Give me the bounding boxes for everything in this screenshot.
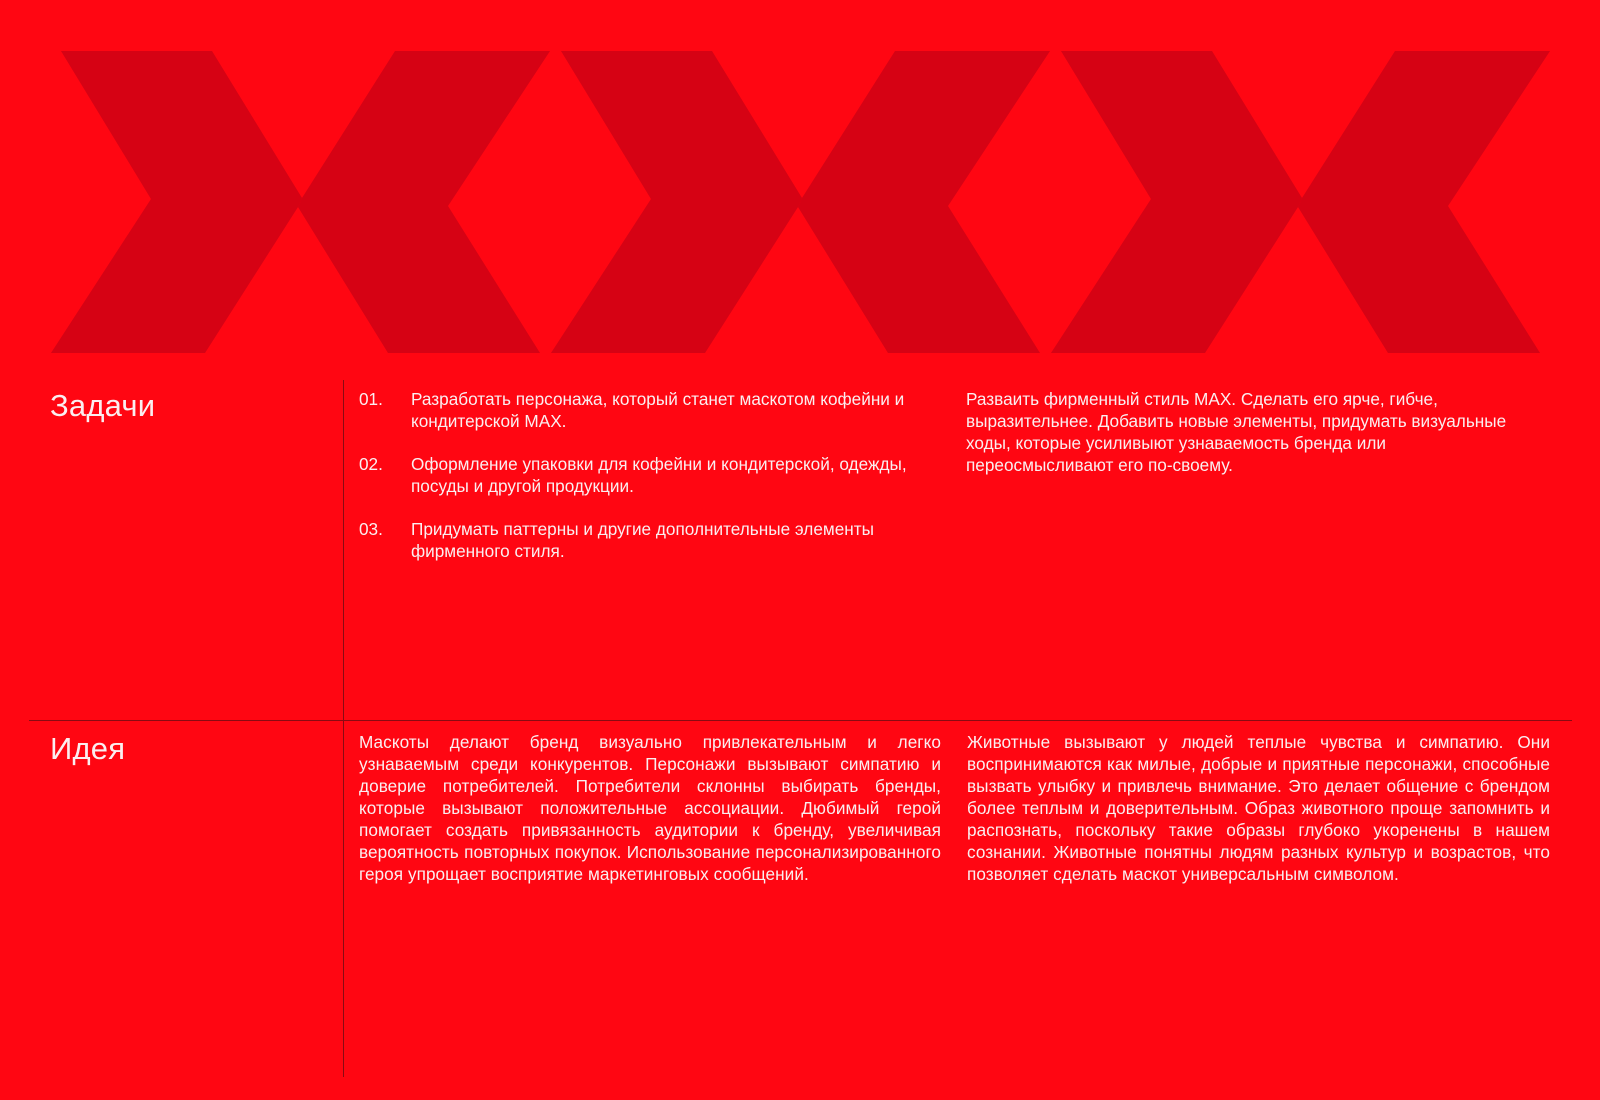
tasks-heading: Задачи [50,388,156,423]
chevron-x-pattern [0,0,1600,380]
goal-paragraph: Разваить фирменный стиль MAX. Сделать его ярче, гибче, выразительнее. Добавить новые элементы, придумать визуальные ходы, которые усиливыют узнаваемость бренда или переосмысливают его по-своему. [966,389,1507,475]
right-chevron-shape [551,51,802,353]
right-chevron-shape [51,51,302,353]
tasks-list [359,388,939,583]
task-text: Разработать персонажа, который станет маскотом кофейни и кондитерской MAX. [411,389,905,431]
task-item [359,518,939,562]
task-text: Придумать паттерны и другие дополнительные элементы фирменного стиля. [411,519,874,561]
task-text: Оформление упаковки для кофейни и кондитерской, одежды, посуды и другой продукции. [411,454,907,496]
task-item [359,388,939,432]
task-number: 03. [359,519,383,539]
left-chevron-shape [298,51,550,353]
task-item [359,453,939,497]
task-number: 01. [359,389,383,409]
vertical-divider [343,380,344,1077]
right-chevron-shape [1051,51,1302,353]
left-chevron-shape [1298,51,1550,353]
left-chevron-shape [798,51,1050,353]
idea-heading: Идея [50,731,126,766]
horizontal-divider [29,720,1572,721]
task-number: 02. [359,454,383,474]
idea-right-paragraph: Животные вызывают у людей теплые чувства и симпатию. Они воспринимаются как милые, добрые и приятные персонажи, способные вызвать улыбку и привлечь внимание. Это делает общение с брендом более теплым и доверительным. Образ животного проще запомнить и распознать, поскольку такие образы глубоко укоренены в нашем сознании. Животные понятны людям разных культур и возрастов, что позволяет сделать маскот универсальным символом. [967,732,1550,884]
idea-left-paragraph: Маскоты делают бренд визуально привлекательным и легко узнаваемым среди конкурентов. Персонажи вызывают симпатию и доверие потребителей. Потребители склонны выбирать бренды, которые вызывают положительные ассоциации. Дюбимый герой помогает создать привязанность аудитории к бренду, увеличивая вероятность повторных покупок. Использование персонализированного героя упрощает восприятие маркетинговых сообщений. [359,732,941,884]
